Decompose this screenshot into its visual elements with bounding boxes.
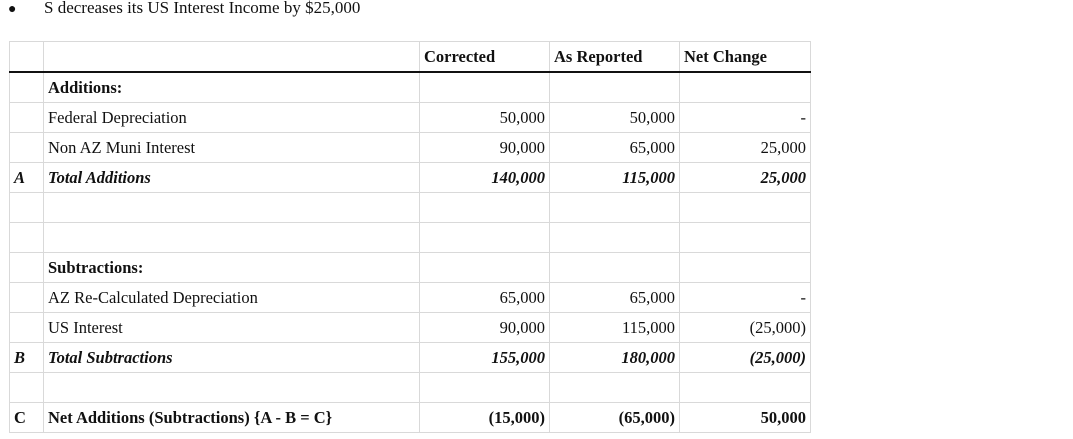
row-change: - [680, 103, 811, 133]
additions-title: Additions: [44, 72, 420, 103]
row-change: - [680, 283, 811, 313]
row-code: B [10, 343, 44, 373]
row-reported: 50,000 [550, 103, 680, 133]
row-corrected: 140,000 [420, 163, 550, 193]
total-row [10, 343, 811, 373]
section-title-row [10, 253, 811, 283]
row-reported: 65,000 [550, 283, 680, 313]
total-row [10, 163, 811, 193]
bullet-note [8, 0, 360, 20]
table-row [10, 103, 811, 133]
row-label: Federal Depreciation [44, 103, 420, 133]
net-row [10, 403, 811, 433]
row-reported: 180,000 [550, 343, 680, 373]
row-corrected: 65,000 [420, 283, 550, 313]
header-net-change: Net Change [680, 42, 811, 73]
row-corrected: (15,000) [420, 403, 550, 433]
row-label: US Interest [44, 313, 420, 343]
header-empty-label [44, 42, 420, 73]
subtractions-title: Subtractions: [44, 253, 420, 283]
empty-row [10, 373, 811, 403]
section-title-row [10, 72, 811, 103]
reconciliation-table [9, 41, 811, 433]
table-row [10, 133, 811, 163]
table-row [10, 313, 811, 343]
row-label: Total Subtractions [44, 343, 420, 373]
row-change: (25,000) [680, 343, 811, 373]
bullet-icon: ● [8, 2, 17, 17]
row-corrected: 155,000 [420, 343, 550, 373]
row-change: (25,000) [680, 313, 811, 343]
row-code: C [10, 403, 44, 433]
header-corrected: Corrected [420, 42, 550, 73]
row-label: AZ Re-Calculated Depreciation [44, 283, 420, 313]
row-change: 25,000 [680, 133, 811, 163]
row-label: Non AZ Muni Interest [44, 133, 420, 163]
row-reported: (65,000) [550, 403, 680, 433]
header-row [10, 42, 811, 73]
row-corrected: 90,000 [420, 313, 550, 343]
row-change: 25,000 [680, 163, 811, 193]
row-label: Total Additions [44, 163, 420, 193]
row-change: 50,000 [680, 403, 811, 433]
row-corrected: 50,000 [420, 103, 550, 133]
row-corrected: 90,000 [420, 133, 550, 163]
row-reported: 115,000 [550, 163, 680, 193]
empty-row [10, 223, 811, 253]
header-as-reported: As Reported [550, 42, 680, 73]
row-code: A [10, 163, 44, 193]
header-empty-code [10, 42, 44, 73]
empty-row [10, 193, 811, 223]
table-row [10, 283, 811, 313]
row-reported: 115,000 [550, 313, 680, 343]
row-reported: 65,000 [550, 133, 680, 163]
row-label: Net Additions (Subtractions) {A - B = C} [44, 403, 420, 433]
bullet-text: S decreases its US Interest Income by $25,000 [44, 0, 361, 17]
